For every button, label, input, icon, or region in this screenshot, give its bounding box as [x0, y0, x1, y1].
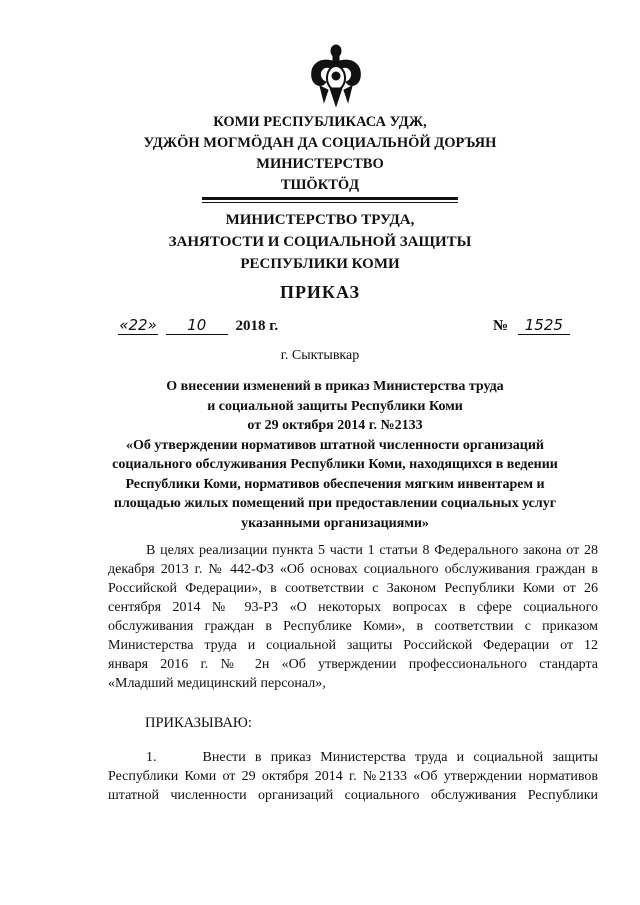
preamble-line: января 2016 г. № 2н «Об утверждении профессионального стандарта	[108, 657, 598, 672]
item-1-line: Республики Коми от 29 октября 2014 г. №2133 «Об утверждении нормативов	[108, 769, 598, 784]
komi-header-line: КОМИ РЕСПУБЛИКАСА УДЖ,	[213, 114, 427, 130]
russian-header-line: РЕСПУБЛИКИ КОМИ	[240, 256, 400, 272]
komi-header-line: ТШÖКТÖД	[280, 177, 360, 193]
komi-header-line: УДЖÖН МОГМÖДАН ДА СОЦИАЛЬНÖЙ ДОРЪЯН	[143, 135, 497, 151]
subject-line: социального обслуживания Республики Коми, находящихся в ведении	[112, 457, 558, 472]
preamble-line: «Младший медицинский персонал»,	[108, 676, 326, 691]
order-directive-word: ПРИКАЗЫВАЮ:	[145, 715, 252, 731]
document-title: ПРИКАЗ	[279, 282, 361, 302]
subject-line: указанными организациями»	[241, 515, 429, 531]
preamble-line: сентября 2014 № 93-РЗ «О некоторых вопросах в сфере социального	[108, 600, 598, 615]
komi-header	[0, 112, 640, 196]
date-day: «22»	[119, 316, 157, 334]
item-1-line: штатной численности организаций социального обслуживания Республики	[108, 788, 598, 803]
preamble-line: Российской Федерации», в соответствии с Законом Республики Коми от 26	[108, 581, 598, 596]
preamble-paragraph	[108, 541, 598, 693]
subject-line: площадью жилых помещений при предоставлении социальных услуг	[113, 496, 557, 511]
item-1-line: 1. Внести в приказ Министерства труда и социальной защиты	[146, 750, 598, 765]
preamble-line: Министерства труда и социальной защиты Российской Федерации от 12	[108, 638, 598, 653]
subject-line: и социальной защиты Республики Коми	[207, 398, 463, 414]
subject-line: от 29 октября 2014 г. №2133	[247, 418, 423, 433]
item-1-paragraph	[108, 748, 598, 805]
city: г. Сыктывкар	[280, 348, 360, 363]
subject-line: Республики Коми, нормативов обеспечения мягким инвентарем и	[125, 476, 545, 492]
order-subject	[100, 377, 570, 533]
header-divider-thin	[202, 202, 458, 203]
komi-coat-of-arms-icon	[306, 42, 366, 108]
russian-header	[0, 209, 640, 275]
order-date	[118, 316, 278, 335]
order-number	[493, 316, 570, 335]
preamble-line: В целях реализации пункта 5 части 1 статьи 8 Федерального закона от 28	[146, 543, 598, 558]
subject-line: О внесении изменений в приказ Министерства труда	[166, 379, 504, 394]
date-year: 2018 г.	[235, 318, 279, 334]
number-label: №	[493, 318, 509, 334]
subject-line: «Об утверждении нормативов штатной численности организаций	[126, 437, 544, 453]
russian-header-line: ЗАНЯТОСТИ И СОЦИАЛЬНОЙ ЗАЩИТЫ	[168, 234, 472, 250]
date-month: 10	[166, 316, 228, 335]
header-divider-thick	[202, 197, 458, 200]
preamble-line: обслуживания граждан в Республике Коми», в соответствии с приказом	[108, 619, 598, 634]
russian-header-line: МИНИСТЕРСТВО ТРУДА,	[225, 212, 415, 228]
number-value: 1525	[518, 316, 570, 335]
komi-header-line: МИНИСТЕРСТВО	[256, 156, 384, 172]
preamble-line: декабря 2013 г. № 442-ФЗ «Об основах социального обслуживания граждан в	[108, 562, 598, 577]
